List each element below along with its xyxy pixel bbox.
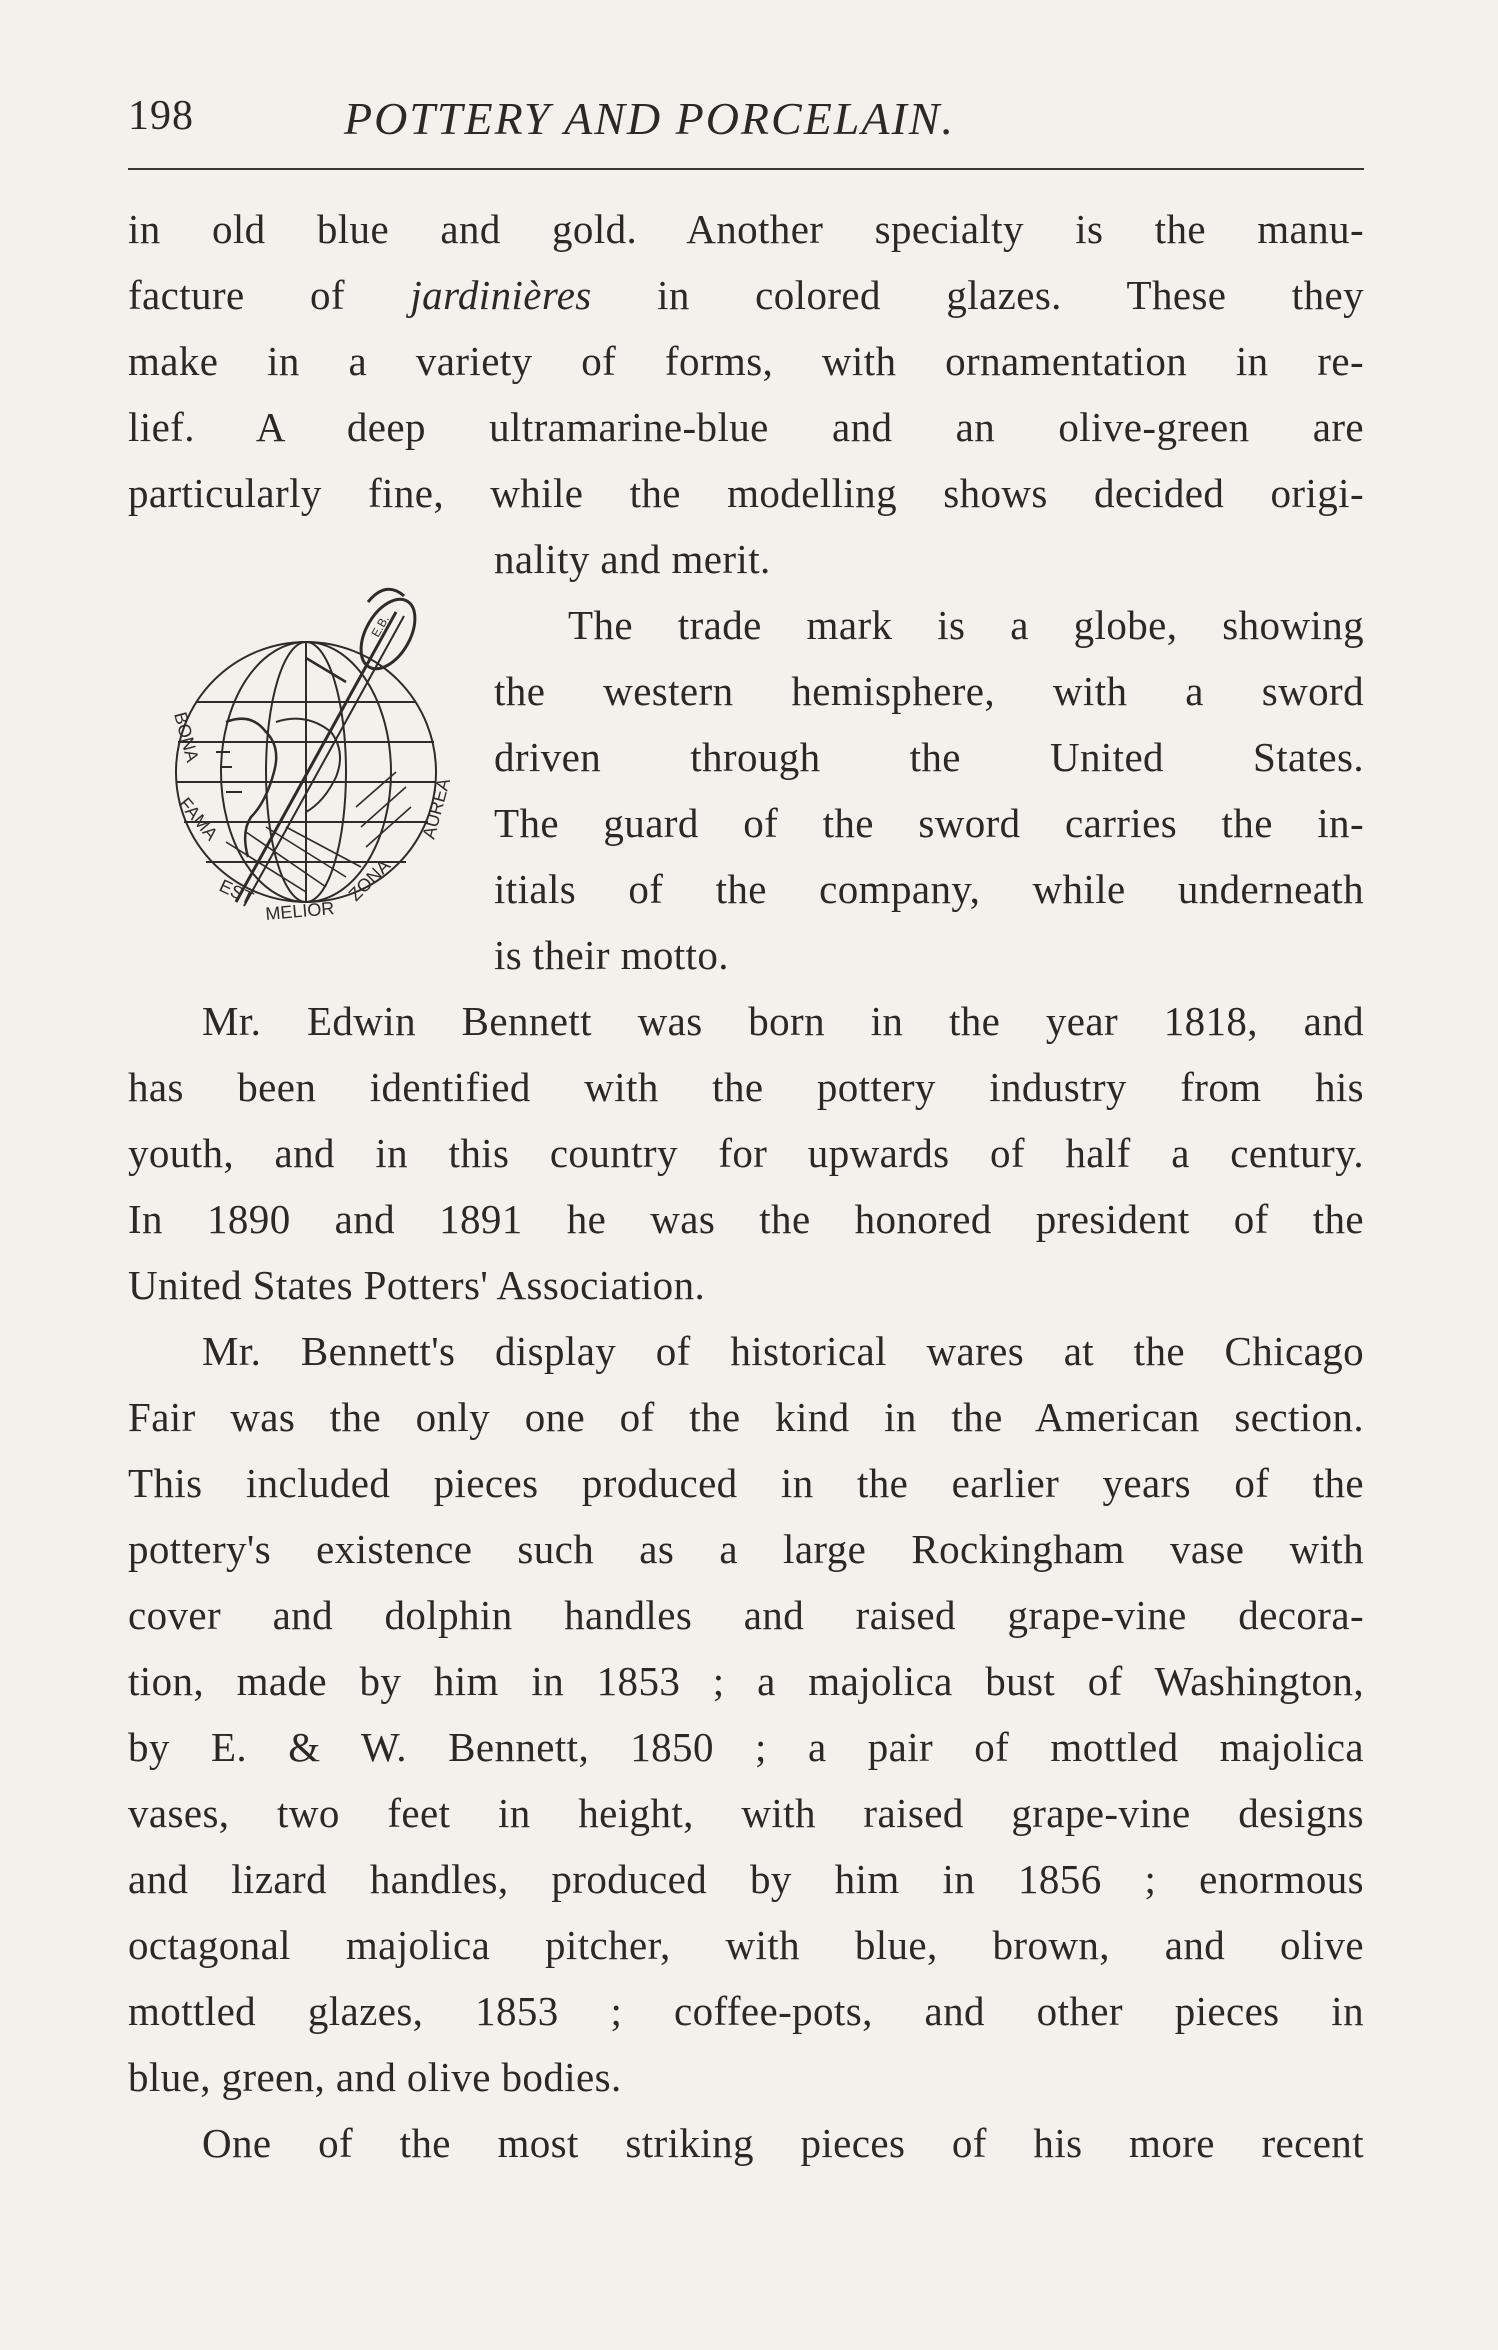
p3-line-4: In 1890 and 1891 he was the honored president of the xyxy=(128,1196,1364,1242)
running-head: POTTERY AND PORCELAIN. xyxy=(344,93,955,144)
p4-line-11: mottled glazes, 1853 ; coffee-pots, and other pieces in xyxy=(128,1988,1364,2034)
p4-line-3: This included pieces produced in the earlier years of the xyxy=(128,1460,1364,1506)
motto-fama: FAMA xyxy=(174,793,222,845)
p3-line-5: United States Potters' Association. xyxy=(128,1262,706,1308)
p3-line-3: youth, and in this country for upwards of half a century. xyxy=(128,1130,1364,1176)
italic-term-jardinieres: jardinières xyxy=(410,272,592,318)
p2-line-4: The guard of the sword carries the in- xyxy=(494,800,1364,846)
p4-line-7: by E. & W. Bennett, 1850 ; a pair of mottled majolica xyxy=(128,1724,1364,1770)
p1-side-line: nality and merit. xyxy=(494,536,771,582)
motto-aurea: AUREA xyxy=(418,775,454,842)
p4-line-6: tion, made by him in 1853 ; a majolica bust of Washington, xyxy=(128,1658,1364,1704)
p4-line-2: Fair was the only one of the kind in the American section. xyxy=(128,1394,1364,1440)
header-rule xyxy=(128,168,1364,170)
p4-line-9: and lizard handles, produced by him in 1856 ; enormous xyxy=(128,1856,1364,1902)
paragraph-5 xyxy=(128,2110,1364,2176)
p3-line-2: has been identified with the pottery industry from his xyxy=(128,1064,1364,1110)
paragraph-4 xyxy=(128,1318,1364,2110)
p2-line-6: is their motto. xyxy=(494,932,729,978)
motto-melior: MELIOR xyxy=(264,898,336,924)
paragraph-3 xyxy=(128,988,1364,1318)
p2-line-5: itials of the company, while underneath xyxy=(494,866,1364,912)
globe-sword-icon xyxy=(156,572,466,952)
p1-line-3: make in a variety of forms, with ornamentation in re- xyxy=(128,338,1364,384)
paragraph-1 xyxy=(128,196,1364,526)
p2-line-3: driven through the United States. xyxy=(494,734,1364,780)
page-number: 198 xyxy=(128,93,194,139)
p4-line-12: blue, green, and olive bodies. xyxy=(128,2054,622,2100)
guard-initials: E.B. xyxy=(368,612,392,640)
p5-line-1: One of the most striking pieces of his more recent xyxy=(202,2120,1364,2166)
p4-line-1: Mr. Bennett's display of historical wares at the Chicago xyxy=(202,1328,1364,1374)
p4-line-8: vases, two feet in height, with raised grape-vine designs xyxy=(128,1790,1364,1836)
p4-line-4: pottery's existence such as a large Rockingham vase with xyxy=(128,1526,1364,1572)
motto-bona: BONA xyxy=(170,709,203,765)
motto-est: EST xyxy=(216,875,257,909)
p1-line-5: particularly fine, while the modelling shows decided origi- xyxy=(128,470,1364,516)
p2-line-2: the western hemisphere, with a sword xyxy=(494,668,1364,714)
page-header xyxy=(128,92,1364,152)
p4-line-10: octagonal majolica pitcher, with blue, brown, and olive xyxy=(128,1922,1364,1968)
p2-line-1: The trade mark is a globe, showing xyxy=(568,602,1364,648)
motto-zona: ZONA xyxy=(344,855,395,905)
trade-mark-globe-figure xyxy=(156,572,466,952)
p1-line-1: in old blue and gold. Another specialty is the manu- xyxy=(128,206,1364,252)
p1-line-2: facture of jardinières in colored glazes. These they xyxy=(128,272,1364,318)
side-text xyxy=(494,526,1364,988)
p4-line-5: cover and dolphin handles and raised grape-vine decora- xyxy=(128,1592,1364,1638)
p1-line-4: lief. A deep ultramarine-blue and an olive-green are xyxy=(128,404,1364,450)
p3-line-1: Mr. Edwin Bennett was born in the year 1818, and xyxy=(202,998,1364,1044)
